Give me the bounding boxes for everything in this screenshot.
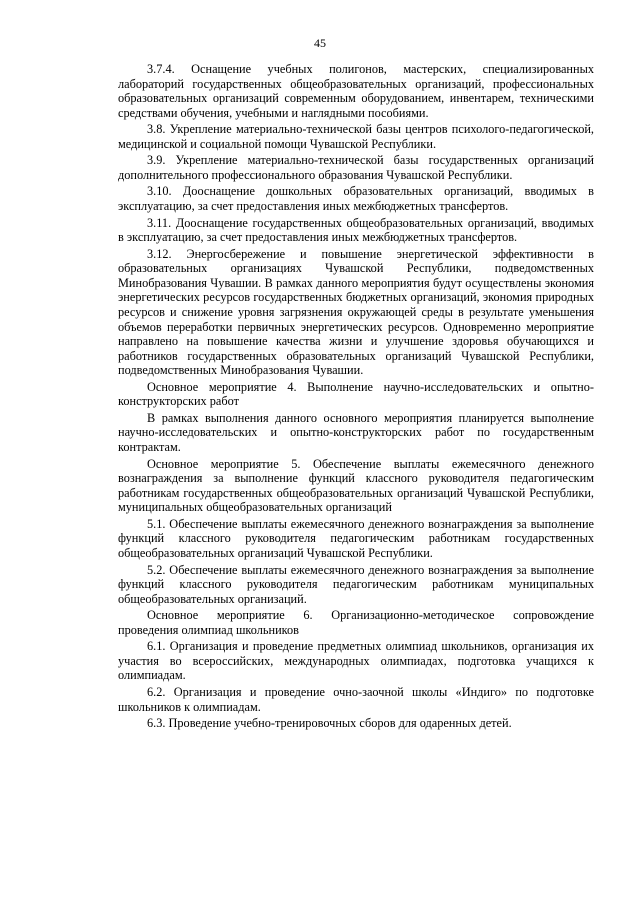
- page-number: 45: [314, 36, 326, 50]
- paragraph-3-11: 3.11. Дооснащение государственных общеобразовательных организаций, вводимых в эксплуатацию, за счет предоставления иных межбюджетных трансфертов.: [118, 215, 594, 245]
- main-activity-6-heading: Основное мероприятие 6. Организационно-методическое сопровождение проведения олимпиад школьников: [118, 608, 594, 637]
- paragraph-3-9: 3.9. Укрепление материально-технической базы государственных организаций дополнительного профессионального образования Чувашской Республики.: [118, 153, 594, 182]
- main-activity-4-description: В рамках выполнения данного основного мероприятия планируется выполнение научно-исследовательских и опытно-конструкторских работ по государственным контрактам.: [118, 410, 594, 455]
- paragraph-5-1: 5.1. Обеспечение выплаты ежемесячного денежного вознаграждения за выполнение функций классного руководителя педагогическим работникам государственных общеобразовательных организаций Чувашской Республики.: [118, 516, 594, 561]
- paragraph-6-1: 6.1. Организация и проведение предметных олимпиад школьников, организация их участия во всероссийских, международных олимпиадах, подготовка учащихся к олимпиадам.: [118, 639, 594, 683]
- paragraph-5-2: 5.2. Обеспечение выплаты ежемесячного денежного вознаграждения за выполнение функций классного руководителя педагогическим работникам муниципальных общеобразовательных организаций.: [118, 562, 594, 606]
- paragraph-3-7-4: 3.7.4. Оснащение учебных полигонов, мастерских, специализированных лабораторий государственных общеобразовательных организаций, профессиональных образовательных организаций современным оборудованием, инвентарем, техническими средствами обучения, учебными и наглядными пособиями.: [118, 62, 594, 120]
- document-body: [118, 62, 594, 732]
- paragraph-6-3: 6.3. Проведение учебно-тренировочных сборов для одаренных детей.: [147, 716, 512, 730]
- paragraph-6-2: 6.2. Организация и проведение очно-заочной школы «Индиго» по подготовке школьников к олимпиадам.: [118, 684, 594, 714]
- paragraph-3-10: 3.10. Дооснащение дошкольных образовательных организаций, вводимых в эксплуатацию, за счет предоставления иных межбюджетных трансфертов.: [118, 184, 594, 214]
- main-activity-5-heading: Основное мероприятие 5. Обеспечение выплаты ежемесячного денежного вознаграждения за выполнение функций классного руководителя педагогическим работникам государственных общеобразовательных организаций Чувашской Республики, муниципальных общеобразовательных организаций: [118, 456, 594, 515]
- main-activity-4-heading: Основное мероприятие 4. Выполнение научно-исследовательских и опытно-конструкторских работ: [118, 379, 594, 409]
- paragraph-3-12: 3.12. Энергосбережение и повышение энергетической эффективности в образовательных организациях Чувашской Республики, подведомственных Минобразования Чувашии. В рамках данного мероприятия будут осуществлены экономия энергетических ресурсов государственных бюджетных организаций, экономия природных ресурсов и снижение уровня загрязнения окружающей среды в результате уменьшения объемов переработки первичных энергетических ресурсов. Одновременно мероприятие направлено на повышение качества жизни и улучшение здоровья обучающихся и работников государственных образовательных организаций Чувашской Республики, подведомственных Минобразования Чувашии.: [118, 246, 594, 378]
- paragraph-3-8: 3.8. Укрепление материально-технической базы центров психолого-педагогической, медицинской и социальной помощи Чувашской Республики.: [118, 122, 594, 151]
